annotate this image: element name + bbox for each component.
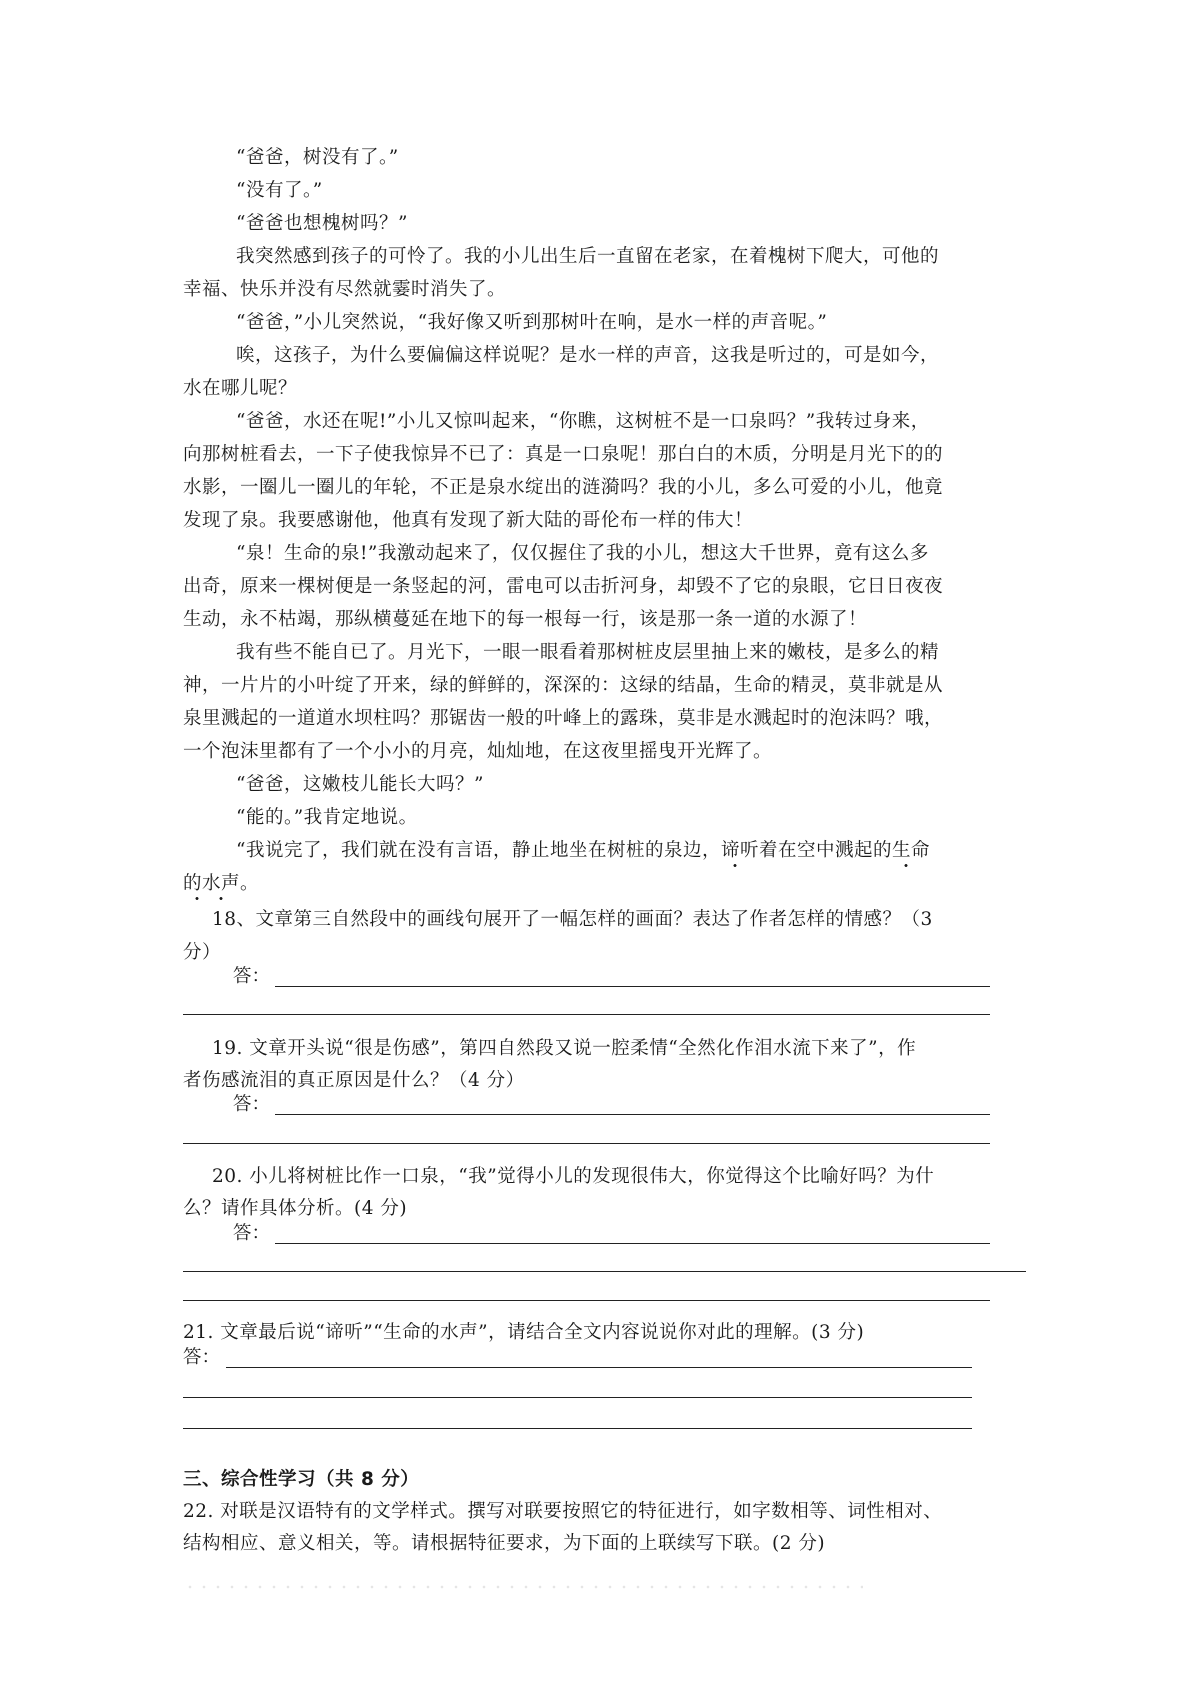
answer-label: 答： <box>233 1094 271 1115</box>
paragraph-line: “没有了。” <box>236 180 323 201</box>
paragraph-line: “爸爸也想槐树吗？” <box>236 213 408 234</box>
dotted-text: 的水声 <box>183 873 241 894</box>
paragraph-line: 水在哪儿呢？ <box>183 378 298 399</box>
answer-line[interactable] <box>275 1114 990 1115</box>
paragraph-line: 发现了泉。我要感谢他，他真有发现了新大陆的哥伦布一样的伟大！ <box>183 510 754 531</box>
question-21: 21. 文章最后说“谛听”“生命的水声”，请结合全文内容说说你对此的理解。(3 分) <box>183 1322 865 1343</box>
paragraph-line: 水影，一圈儿一圈儿的年轮，不正是泉水绽出的涟漪吗？我的小儿，多么可爱的小儿，他竟 <box>183 477 944 498</box>
paragraph-line: “泉！生命的泉!”我激动起来了，仅仅握住了我的小儿，想这大千世界，竟有这么多 <box>236 543 929 564</box>
answer-line[interactable] <box>183 1397 972 1398</box>
text: 着在空中溅起的 <box>758 840 892 861</box>
answer-line[interactable] <box>183 1143 990 1144</box>
question-19-cont: 者伤感流泪的真正原因是什么？（4 分） <box>183 1070 525 1091</box>
paragraph-line: 泉里溅起的一道道水坝柱吗？那锯齿一般的叶峰上的露珠，莫非是水溅起时的泡沫吗？哦， <box>183 708 944 729</box>
answer-line[interactable] <box>275 1243 990 1244</box>
text: 。 <box>240 873 260 894</box>
paragraph-line: 幸福、快乐并没有尽然就霎时消失了。 <box>183 279 507 300</box>
answer-label: 答： <box>233 1223 271 1244</box>
paragraph-line: 出奇，原来一棵树便是一条竖起的河，雷电可以击折河身，却毁不了它的泉眼，它日日夜夜 <box>183 576 944 597</box>
text: “我说完了，我们就在没有言语，静止地坐在树桩的泉边， <box>236 840 721 861</box>
question-22: 22. 对联是汉语特有的文学样式。撰写对联要按照它的特征进行，如字数相等、词性相对、 <box>183 1501 943 1522</box>
paragraph-line: 向那树桩看去，一下子使我惊异不已了：真是一口泉呢！那白白的木质，分明是月光下的的 <box>183 444 944 465</box>
paragraph-line: 神，一片片的小叶绽了开来，绿的鲜鲜的，深深的：这绿的结晶，生命的精灵，莫非就是从 <box>183 675 944 696</box>
dotted-text: 谛听 <box>720 840 759 861</box>
question-20-cont: 么？请作具体分析。(4 分) <box>183 1198 408 1219</box>
last-paragraph-line1 <box>236 836 930 866</box>
answer-label: 答： <box>233 966 271 987</box>
last-paragraph-line2 <box>183 869 259 899</box>
paragraph-line: “爸爸，水还在呢!”小儿又惊叫起来，“你瞧，这树桩不是一口泉吗？”我转过身来， <box>236 411 930 432</box>
question-18: 18、文章第三自然段中的画线句展开了一幅怎样的画面？表达了作者怎样的情感？（3 <box>212 909 933 930</box>
dotted-text: 生命 <box>892 840 931 861</box>
faint-scan-artifact <box>183 1582 863 1592</box>
paragraph-line: “爸爸，这嫩枝儿能长大吗？” <box>236 774 484 795</box>
answer-line[interactable] <box>183 1300 990 1301</box>
answer-line[interactable] <box>183 1014 990 1015</box>
answer-line[interactable] <box>183 1428 972 1429</box>
section-3-title: 三、综合性学习（共 8 分） <box>183 1469 420 1490</box>
answer-line[interactable] <box>183 1271 1026 1272</box>
question-22-cont: 结构相应、意义相关，等。请根据特征要求，为下面的上联续写下联。(2 分) <box>183 1533 826 1554</box>
answer-line[interactable] <box>275 986 990 987</box>
question-19: 19. 文章开头说“很是伤感”，第四自然段又说一腔柔情“全然化作泪水流下来了”，作 <box>212 1038 917 1059</box>
paragraph-line: “能的。”我肯定地说。 <box>236 807 418 828</box>
answer-label: 答： <box>183 1347 221 1368</box>
paragraph-line: 唉，这孩子，为什么要偏偏这样说呢？是水一样的声音，这我是听过的，可是如今， <box>236 345 940 366</box>
question-20: 20. 小儿将树桩比作一口泉，“我”觉得小儿的发现很伟大，你觉得这个比喻好吗？为什 <box>212 1166 935 1187</box>
paragraph-line: 我有些不能自已了。月光下，一眼一眼看着那树桩皮层里抽上来的嫩枝，是多么的精 <box>236 642 940 663</box>
paragraph-line: 一个泡沫里都有了一个小小的月亮，灿灿地，在这夜里摇曳开光辉了。 <box>183 741 773 762</box>
question-18-cont: 分） <box>183 942 222 963</box>
paragraph-line: 我突然感到孩子的可怜了。我的小儿出生后一直留在老家，在着槐树下爬大，可他的 <box>236 246 940 267</box>
paragraph-line: “爸爸，树没有了。” <box>236 147 399 168</box>
paragraph-line: 生动，永不枯竭，那纵横蔓延在地下的每一根每一行，该是那一条一道的水源了！ <box>183 609 868 630</box>
paragraph-line: “爸爸，”小儿突然说，“我好像又听到那树叶在响，是水一样的声音呢。” <box>236 312 828 333</box>
answer-line[interactable] <box>226 1367 972 1368</box>
